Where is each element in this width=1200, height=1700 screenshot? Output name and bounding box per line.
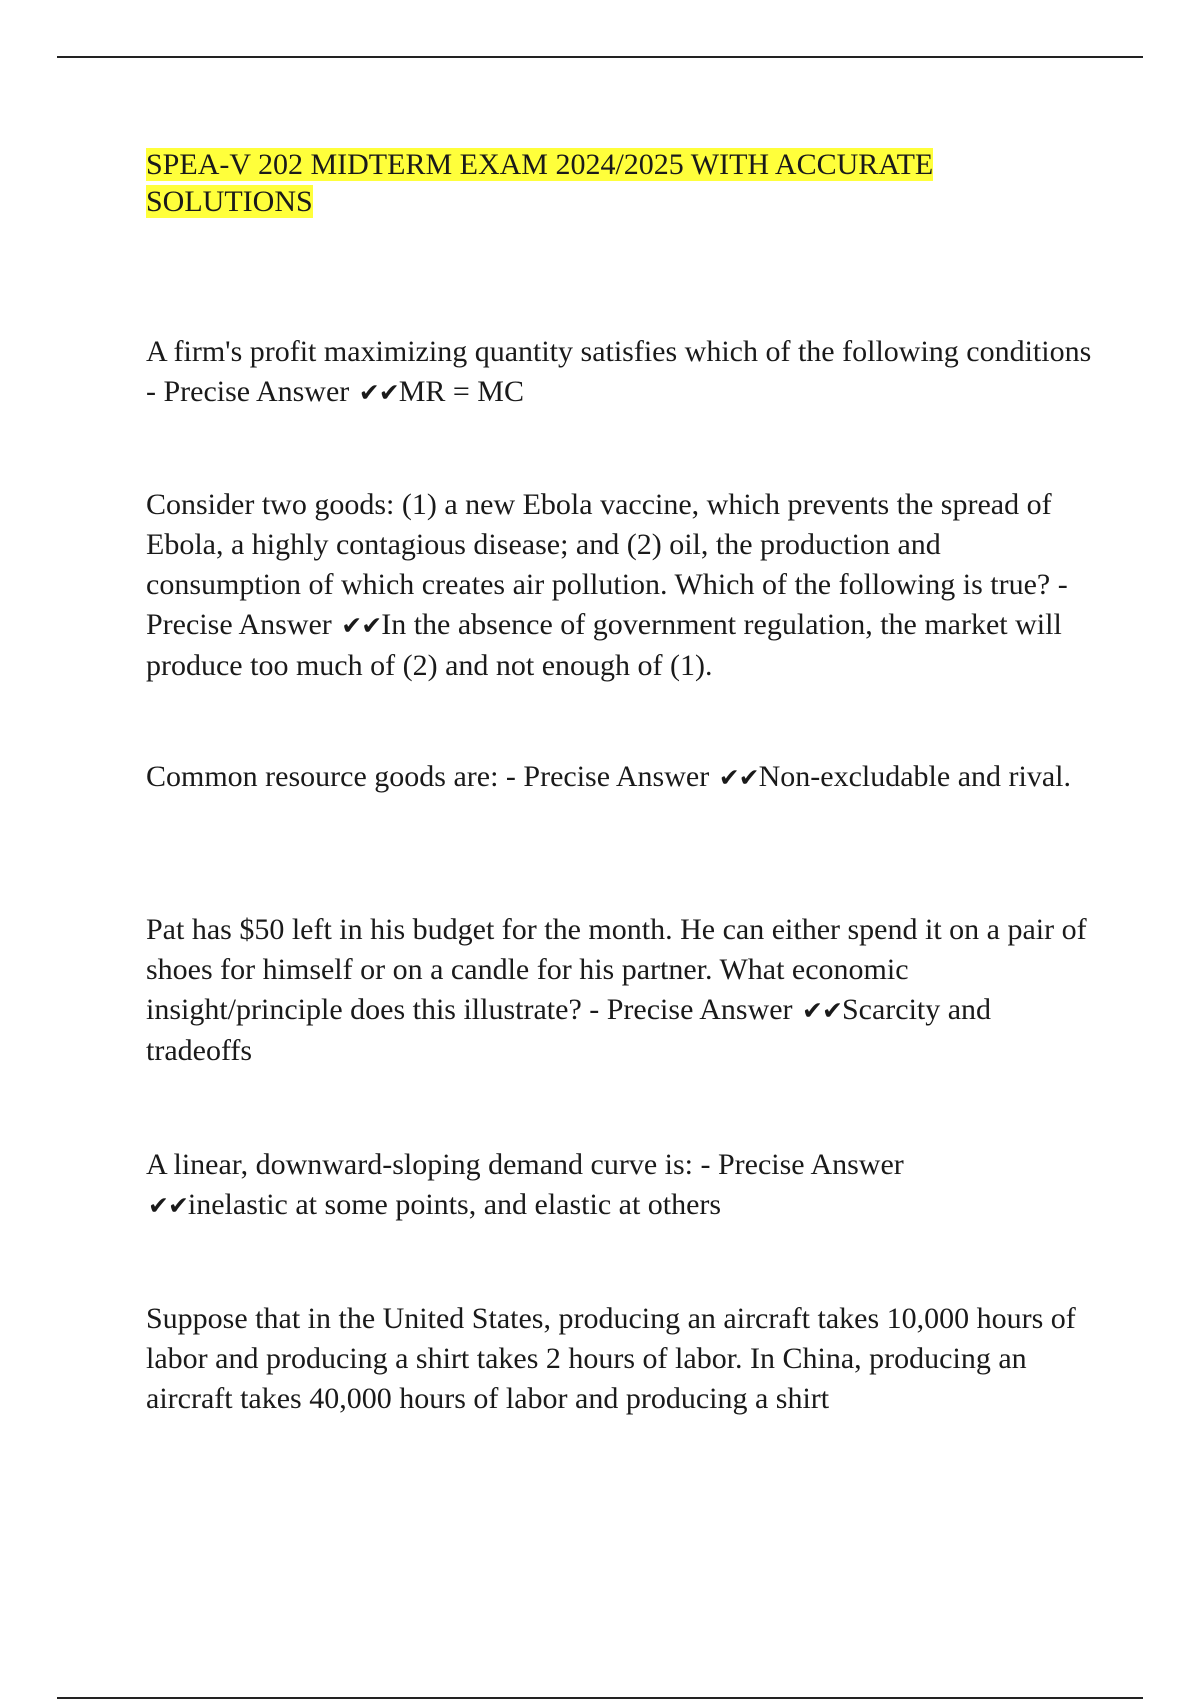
answer-text: In the absence of government regulation, the market will produce too much of (2) and not enough of (1). bbox=[146, 608, 1062, 682]
question-text: Consider two goods: (1) a new Ebola vaccine, which prevents the spread of Ebola, a highly contagious disease; and (2) oil, the production and consumption of which creates air pollution. Which of the following is true? - Precise Answer bbox=[146, 488, 1068, 641]
answer-text: Scarcity and tradeoffs bbox=[146, 993, 992, 1067]
question-text: A firm's profit maximizing quantity satisfies which of the following conditions - Precise Answer bbox=[146, 335, 1092, 408]
qa-item bbox=[146, 910, 1096, 1071]
document-title bbox=[146, 146, 1066, 220]
question-text: Common resource goods are: - Precise Answer bbox=[146, 760, 717, 793]
qa-item bbox=[146, 332, 1096, 413]
answer-text: Non-excludable and rival. bbox=[758, 760, 1071, 793]
question-text: Suppose that in the United States, producing an aircraft takes 10,000 hours of labor and producing a shirt takes 2 hours of labor. In China, producing an aircraft takes 40,000 hours of labor and producing a shirt bbox=[146, 1302, 1076, 1415]
question-text: Pat has $50 left in his budget for the month. He can either spend it on a pair of shoes for himself or on a candle for his partner. What economic insight/principle does this illustrate? - Precise Answer bbox=[146, 913, 1087, 1026]
answer-text: MR = MC bbox=[398, 375, 524, 408]
qa-item bbox=[146, 485, 1096, 686]
qa-item bbox=[146, 1299, 1096, 1419]
top-rule bbox=[57, 56, 1143, 58]
question-text: A linear, downward-sloping demand curve is: - Precise Answer bbox=[146, 1148, 904, 1181]
double-check-icon: ✔✔ bbox=[718, 763, 759, 792]
double-check-icon: ✔✔ bbox=[341, 611, 382, 640]
title-highlight: SPEA-V 202 MIDTERM EXAM 2024/2025 WITH ACCURATE SOLUTIONS bbox=[146, 148, 934, 218]
double-check-icon: ✔✔ bbox=[358, 378, 399, 407]
double-check-icon: ✔✔ bbox=[802, 996, 842, 1025]
answer-text: inelastic at some points, and elastic at others bbox=[187, 1188, 722, 1221]
qa-item bbox=[146, 757, 1096, 798]
double-check-icon: ✔✔ bbox=[148, 1191, 188, 1220]
qa-item bbox=[146, 1145, 1096, 1226]
bottom-rule bbox=[57, 1697, 1143, 1699]
